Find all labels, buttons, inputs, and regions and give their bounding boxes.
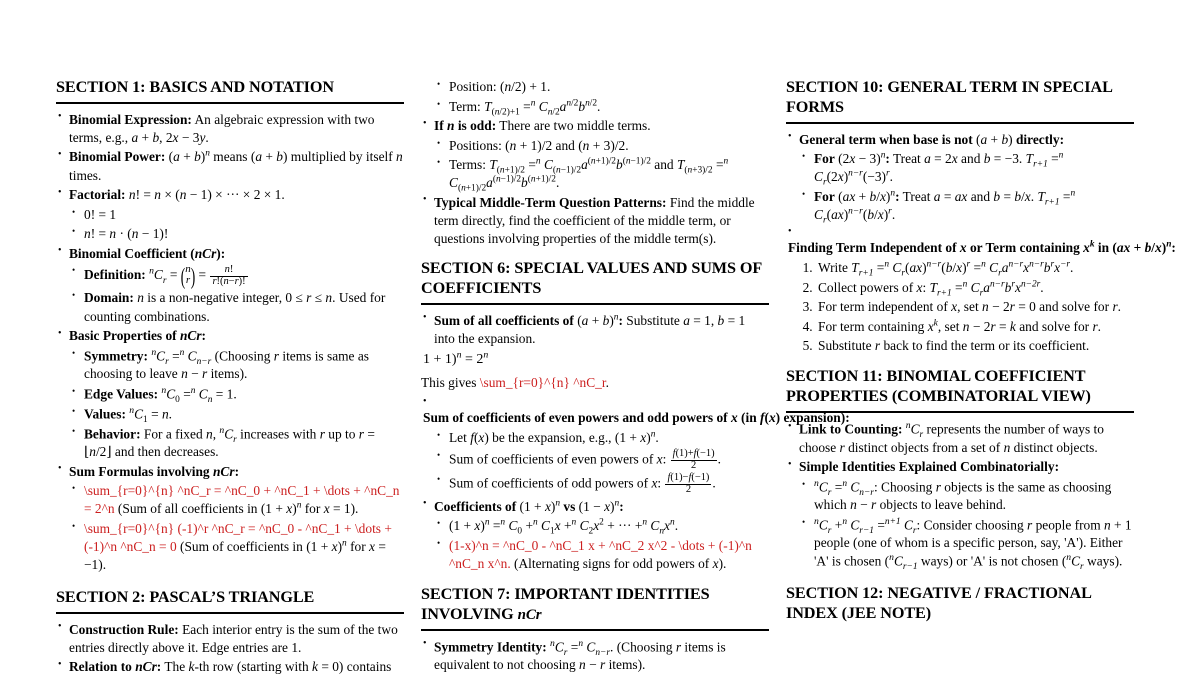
list-item: • $^nC_r +^n$ $C_{r-1} =^{n+1}$ $C_r$: Consider choosing r people from n + 1 people (one of whom is a specific person, say, 'A'). Either 'A' is chosen ($^nC_{r-1}$ ways) or 'A' is not chosen ($^nC_r$ ways). bbox=[799, 516, 1134, 571]
list-item: 1. Write $T_{r+1} =^n$ $C_r(ax)^{n-r}(b/x)^r =^n$ $C_ra^{n-r}x^{n-r}b^rx^{-r}$. bbox=[816, 259, 1134, 277]
list-item: • Binomial Power: $(a + b)^n$ means (a + b) multiplied by itself n times. bbox=[56, 148, 404, 184]
list-item: • Term: $T_{(n/2)+1} =^n$ $C_{n/2}a^{n/2}b^{n/2}$. bbox=[434, 98, 769, 116]
section-11-rule bbox=[786, 411, 1134, 413]
list-item: 3. For term independent of x, set n − 2r = 0 and solve for r. bbox=[816, 298, 1134, 316]
list-item: • Construction Rule: Each interior entry is the sum of the two entries directly above it. Edge entries are 1. bbox=[56, 621, 404, 657]
section-7-rule bbox=[421, 629, 769, 631]
list-item: • Simple Identities Explained Combinatorially: bbox=[786, 458, 1134, 476]
list-item: • \sum_{r=0}^{n} (-1)^r ^nC_r = ^nC_0 - ^nC_1 + \dots + (-1)^n ^nC_n = 0 (Sum of coefficients in $(1 + x)^n$ for x = −1). bbox=[69, 520, 404, 574]
list-item: • 0! = 1 bbox=[69, 206, 404, 224]
list-item: • Let f(x) be the expansion, e.g., $(1 + x)^n$. bbox=[434, 429, 769, 447]
section-5-continued-list bbox=[421, 78, 769, 248]
list-item: • n! = n · (n − 1)! bbox=[69, 225, 404, 243]
list-item: • $(1 + x)^n =^n$ $C_0 +^n$ $C_1x +^n$ $C_2x^2$ + ··· +$^n$ $C_nx^n$. bbox=[434, 517, 769, 535]
list-item: • Symmetry Identity: $^nC_r =^n$ $C_{n-r}$. (Choosing r items is equivalent to not choosing n − r items). bbox=[421, 638, 769, 675]
list-item: • Definition: $^nC_r$ = ( n r ) = $\frac{n!}{r!(n-r)!}$ bbox=[69, 264, 404, 288]
list-item: • If n is odd: There are two middle terms. bbox=[421, 117, 769, 135]
section-11-list bbox=[786, 420, 1134, 571]
column-3 bbox=[786, 78, 1176, 626]
list-item: • Sum of all coefficients of $(a + b)^n$: Substitute a = 1, b = 1 into the expansion. bbox=[421, 312, 769, 348]
list-item: • Values: $^nC_1 = n$. bbox=[69, 405, 404, 424]
section-1-rule bbox=[56, 102, 404, 104]
section-2-list bbox=[56, 621, 404, 676]
section-1-heading: SECTION 1: BASICS AND NOTATION bbox=[56, 78, 334, 96]
list-item: • For $(2x - 3)^n$: Treat a = 2x and b = −3. $T_{r+1} =^n$ $C_r(2x)^{n-r}(-3)^r$. bbox=[799, 150, 1134, 186]
column-1 bbox=[56, 78, 404, 675]
section-7-heading: SECTION 7: IMPORTANT IDENTITIES INVOLVING nCr bbox=[421, 584, 710, 623]
list-item: • Typical Middle-Term Question Patterns: Find the middle term directly, find the coefficient of the middle term, or questions involving properties of the middle term(s). bbox=[421, 194, 769, 248]
list-item: • Factorial: n! = n × (n − 1) × ··· × 2 × 1. bbox=[56, 186, 404, 204]
list-item: • Relation to nCr: The k-th row (starting with k = 0) contains bbox=[56, 658, 404, 676]
sum-result-line: This gives \sum_{r=0}^{n} ^nC_r. bbox=[421, 374, 609, 390]
list-item: • Edge Values: $^nC_0 =^n$ $C_n = 1$. bbox=[69, 385, 404, 404]
list-item: • Position: (n/2) + 1. bbox=[434, 78, 769, 96]
list-item: • For (ax + b/x)$^n$: Treat a = ax and b = b/x. $T_{r+1} =^n$ $C_r(ax)^{n-r}(b/x)^r$. bbox=[799, 188, 1134, 224]
section-2-heading: SECTION 2: PASCAL’S TRIANGLE bbox=[56, 587, 315, 606]
list-item bbox=[786, 226, 1134, 238]
list-item: • Terms: $T_{(n+1)/2} =^n$ $C_{(n-1)/2}a^{(n+1)/2}b^{(n-1)/2}$ and $T_{(n+3)/2} =^n$ $C_{(n+1)/2}a^{(n-1)/2}b^{(n+1)/2}$. bbox=[434, 156, 769, 192]
column-2 bbox=[421, 78, 850, 673]
section-1-list bbox=[56, 111, 404, 574]
list-item: • Coefficients of $(1 + x)^n$ vs $(1 - x)^n$: bbox=[421, 498, 769, 516]
section-6-heading: SECTION 6: SPECIAL VALUES AND SUMS OF COEFFICIENTS bbox=[421, 258, 762, 297]
list-item: • \sum_{r=0}^{n} ^nC_r = ^nC_0 + ^nC_1 + \dots + ^nC_n = 2^n (Sum of all coefficients in $(1 + x)^n$ for x = 1). bbox=[69, 482, 404, 518]
list-item: • Positions: (n + 1)/2 and (n + 3)/2. bbox=[434, 137, 769, 155]
term-independent-group-heading: Finding Term Independent of x or Term containing $x^k$ in (ax + b/x)$^n$: bbox=[788, 239, 1176, 255]
list-item: 4. For term containing $x^k$, set n − 2r = k and solve for r. bbox=[816, 318, 1134, 336]
section-10-list bbox=[786, 131, 1134, 238]
section-10-rule bbox=[786, 122, 1134, 124]
list-item: • Link to Counting: $^nC_r$ represents the number of ways to choose r distinct objects from a set of n distinct objects. bbox=[786, 420, 1134, 457]
three-column-layout bbox=[56, 78, 1191, 675]
list-item: • Basic Properties of nCr: bbox=[56, 327, 404, 345]
even-odd-group-heading: Sum of coefficients of even powers and odd powers of x (in f(x) expansion): bbox=[423, 410, 850, 426]
list-item: • General term when base is not (a + b) directly: bbox=[786, 131, 1134, 149]
section-12-heading: SECTION 12: NEGATIVE / FRACTIONAL INDEX (JEE NOTE) bbox=[786, 583, 1091, 622]
term-independent-steps bbox=[802, 259, 1134, 355]
section-11-heading: SECTION 11: BINOMIAL COEFFICIENT PROPERTIES (COMBINATORIAL VIEW) bbox=[786, 367, 1091, 406]
list-item: • Symmetry: $^nC_r =^n$ $C_{n-r}$ (Choosing r items is same as choosing to leave n − r items). bbox=[69, 347, 404, 384]
section-10-heading: SECTION 10: GENERAL TERM IN SPECIAL FORMS bbox=[786, 78, 1112, 116]
section-6-list bbox=[421, 312, 769, 348]
list-item bbox=[421, 396, 769, 408]
section-6-list-3 bbox=[421, 429, 769, 573]
section-7-list bbox=[421, 638, 769, 675]
section-6-rule bbox=[421, 303, 769, 305]
section-6-list-2 bbox=[421, 396, 769, 408]
list-item: • Sum of coefficients of odd powers of x: $\frac{f(1)-f(-1)}{2}$ . bbox=[434, 473, 769, 496]
section-2-rule bbox=[56, 612, 404, 614]
list-item: • $^nC_r =^n$ $C_{n-r}$: Choosing r objects is the same as choosing which n − r objects to leave behind. bbox=[799, 478, 1134, 515]
list-item: • Domain: n is a non-negative integer, 0 ≤ r ≤ n. Used for counting combinations. bbox=[69, 289, 404, 325]
list-item: • Binomial Expression: An algebraic expression with two terms, e.g., a + b, 2x − 3y. bbox=[56, 111, 404, 147]
list-item: • Sum of coefficients of even powers of x: $\frac{f(1)+f(-1)}{2}$ . bbox=[434, 449, 769, 472]
list-item: • Sum Formulas involving nCr: bbox=[56, 463, 404, 481]
list-item: • Binomial Coefficient (nCr): bbox=[56, 245, 404, 263]
list-item: • Behavior: For a fixed n, $^nC_r$ increases with r up to r = ⌊n/2⌋ and then decreases. bbox=[69, 425, 404, 462]
list-item: • (1-x)^n = ^nC_0 - ^nC_1 x + ^nC_2 x^2 - \dots + (-1)^n ^nC_n x^n. (Alternating signs for odd powers of x). bbox=[434, 537, 769, 573]
list-item: 2. Collect powers of x: $T_{r+1} =^n$ $C_ra^{n-r}b^rx^{n-2r}$. bbox=[816, 279, 1134, 297]
list-item: 5. Substitute r back to find the term or its coefficient. bbox=[816, 337, 1134, 355]
expansion-formula: $1 + 1)^n = 2^n$ bbox=[423, 349, 489, 367]
